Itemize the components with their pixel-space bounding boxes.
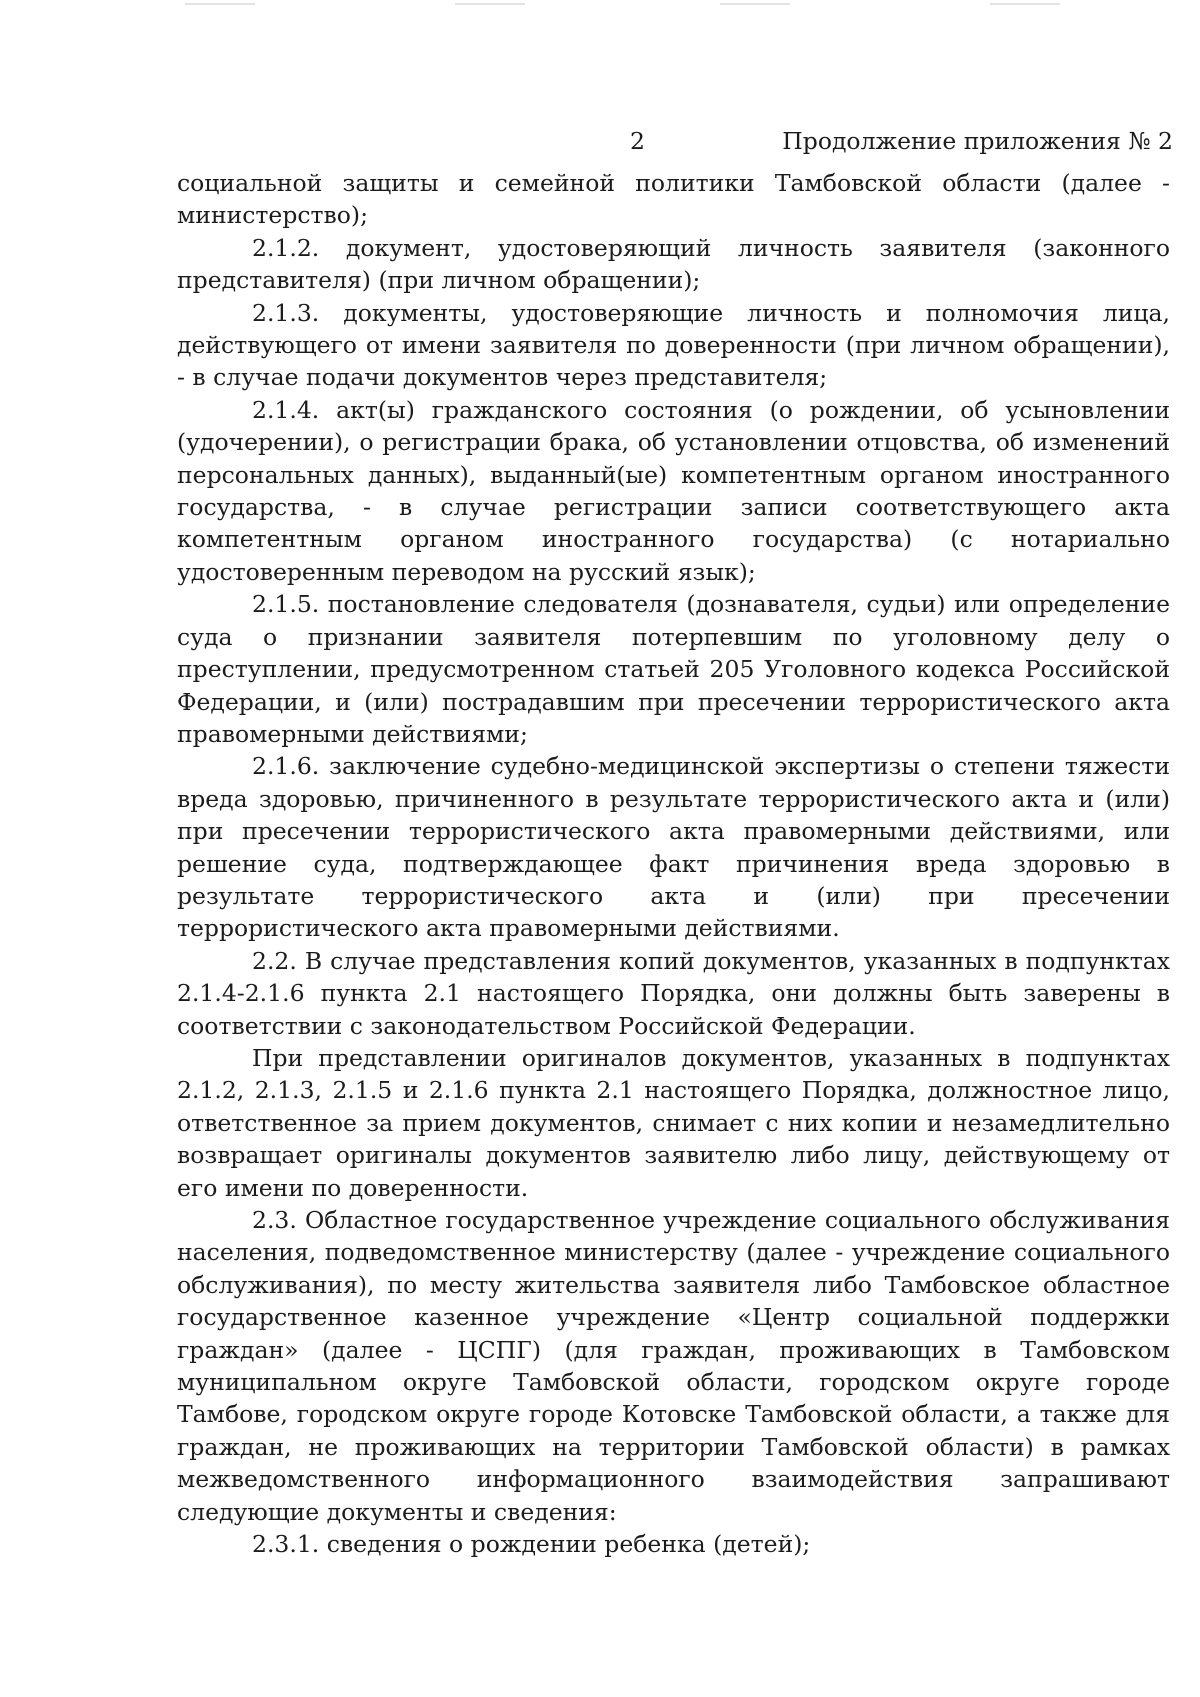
paragraph: При представлении оригиналов документов, указанных в подпунктах 2.1.2, 2.1.3, 2.1.5 и 2.1.6 пункта 2.1 настоящего Порядка, должностное лицо, ответственное за прием документов, снимает с них копии и незамедлительно возвращает оригиналы документов заявителю либо лицу, действующему от его имени по доверенности. bbox=[177, 1043, 1170, 1202]
scan-edge-mark bbox=[990, 3, 1060, 5]
scan-edge-mark bbox=[720, 3, 790, 5]
page-number: 2 bbox=[630, 127, 645, 155]
paragraph: 2.3.1. сведения о рождении ребенка (детей); bbox=[252, 1530, 811, 1559]
appendix-label: Продолжение приложения № 2 bbox=[782, 127, 1173, 155]
paragraph: 2.1.6. заключение судебно-медицинской экспертизы о степени тяжести вреда здоровью, причиненного в результате террористического акта и (или) при пресечении террористического акта правомерными действиями, или решение суда, подтверждающее факт причинения вреда здоровью в результате террористического акта и (или) при пресечении террористического акта правомерными действиями. bbox=[177, 752, 1170, 943]
document-body bbox=[177, 167, 1170, 1560]
page-header bbox=[0, 124, 1200, 158]
paragraph: 2.1.5. постановление следователя (дознавателя, судьи) или определение суда о признании заявителя потерпевшим по уголовному делу о преступлении, предусмотренном статьей 205 Уголовного кодекса Российской Федерации, и (или) пострадавшим при пресечении террористического акта правомерными действиями; bbox=[177, 590, 1170, 748]
paragraph: 2.3. Областное государственное учреждение социального обслуживания населения, подведомственное министерству (далее - учреждение социального обслуживания), по месту жительства заявителя либо Тамбовское областное государственное казенное учреждение «Центр социальной поддержки граждан» (далее - ЦСПГ) (для граждан, проживающих в Тамбовском муниципальном округе Тамбовской области, городском округе городе Тамбове, городском округе городе Котовске Тамбовской области, а также для граждан, не проживающих на территории Тамбовской области) в рамках межведомственного информационного взаимодействия запрашивают следующие документы и сведения: bbox=[177, 1206, 1170, 1526]
scan-edge-mark bbox=[455, 3, 525, 5]
paragraph: 2.2. В случае представления копий документов, указанных в подпунктах 2.1.4-2.1.6 пункта 2.1 настоящего Порядка, они должны быть заверены в соответствии с законодательством Российской Федерации. bbox=[177, 946, 1170, 1040]
paragraph: 2.1.2. документ, удостоверяющий личность заявителя (законного представителя) (при личном обращении); bbox=[177, 233, 1170, 295]
scan-edge-mark bbox=[185, 3, 255, 5]
paragraph: 2.1.3. документы, удостоверяющие личность и полномочия лица, действующего от имени заявителя по доверенности (при личном обращении), - в случае подачи документов через представителя; bbox=[177, 298, 1170, 392]
paragraph: 2.1.4. акт(ы) гражданского состояния (о рождении, об усыновлении (удочерении), о регистрации брака, об установлении отцовства, об изменений персональных данных), выданный(ые) компетентным органом иностранного государства, - в случае регистрации записи соответствующего акта компетентным органом иностранного государства) (с нотариально удостоверенным переводом на русский язык); bbox=[177, 395, 1170, 586]
paragraph: социальной защиты и семейной политики Тамбовской области (далее - министерство); bbox=[177, 169, 1170, 230]
